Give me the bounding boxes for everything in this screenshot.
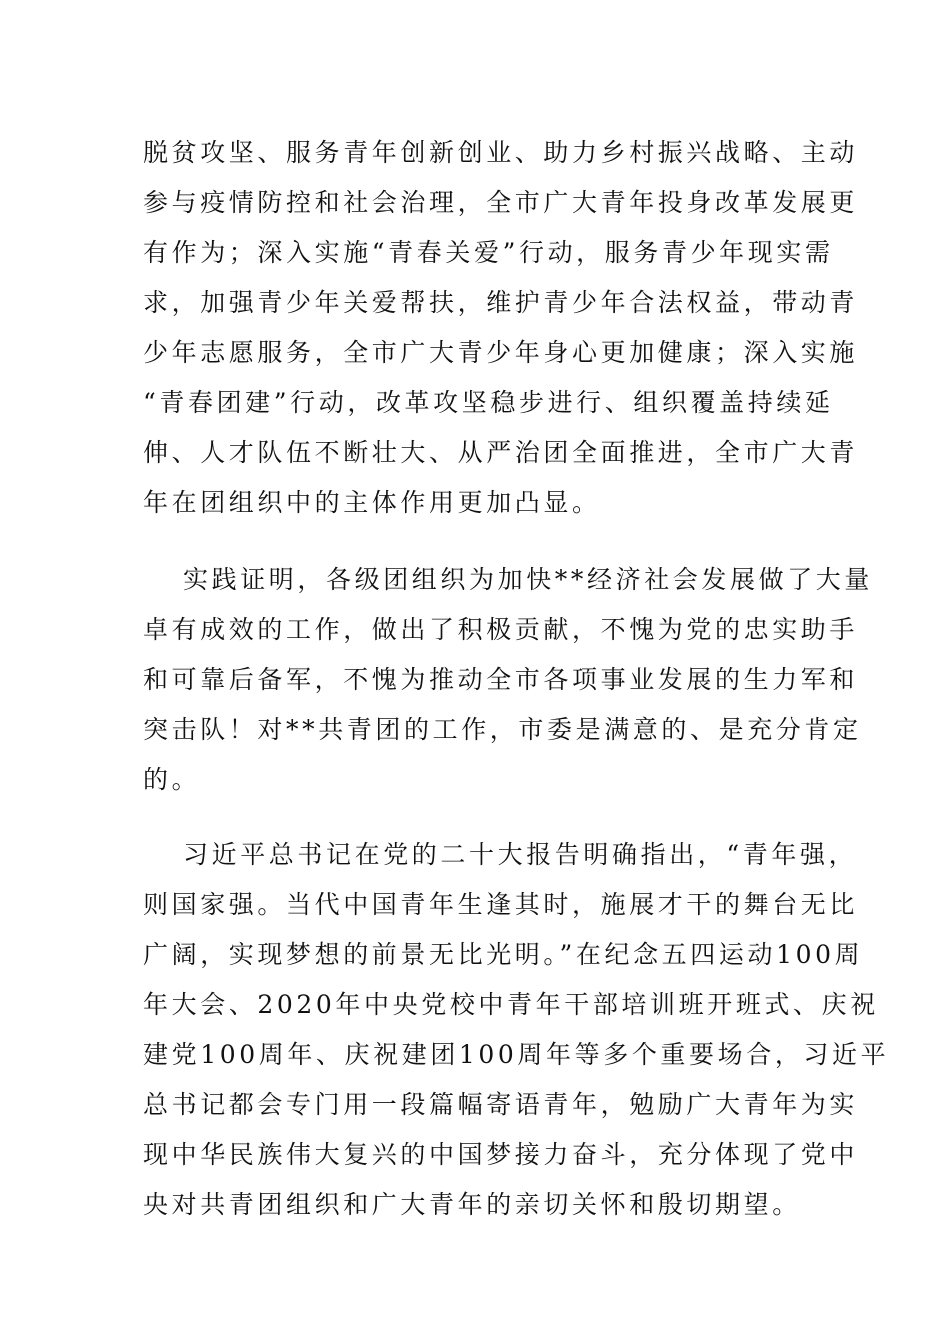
text-line: 有作为；深入实施“青春关爱”行动，服务青少年现实需: [143, 238, 834, 267]
text-line: “青春团建”行动，改革攻坚稳步进行、组织覆盖持续延: [143, 388, 834, 417]
paragraph-2: [143, 555, 874, 805]
text-line: 年在团组织中的主体作用更加凸显。: [143, 488, 601, 517]
text-line: 卓有成效的工作，做出了积极贡献，不愧为党的忠实助手: [143, 615, 859, 644]
text-line: 的。: [143, 765, 201, 794]
text-line: 脱贫攻坚、服务青年创新创业、助力乡村振兴战略、主动: [143, 138, 859, 167]
text-line: 现中华民族伟大复兴的中国梦接力奋斗，充分体现了党中: [143, 1140, 859, 1169]
text-line: 习近平总书记在党的二十大报告明确指出，“青年强，: [183, 840, 858, 869]
text-line: 突击队！对**共青团的工作，市委是满意的、是充分肯定: [143, 715, 862, 744]
text-line: 建党100周年、庆祝建团100周年等多个重要场合，习近平: [143, 1040, 890, 1069]
text-line: 实践证明，各级团组织为加快**经济社会发展做了大量: [183, 565, 874, 594]
text-line: 少年志愿服务，全市广大青少年身心更加健康；深入实施: [143, 338, 859, 367]
text-line: 央对共青团组织和广大青年的亲切关怀和殷切期望。: [143, 1190, 801, 1219]
text-line: 和可靠后备军，不愧为推动全市各项事业发展的生力军和: [143, 665, 859, 694]
paragraph-1: [143, 128, 859, 528]
text-line: 广阔，实现梦想的前景无比光明。”在纪念五四运动100周: [143, 940, 864, 969]
text-line: 总书记都会专门用一段篇幅寄语青年，勉励广大青年为实: [143, 1090, 859, 1119]
text-line: 伸、人才队伍不断壮大、从严治团全面推进，全市广大青: [143, 438, 859, 467]
text-line: 参与疫情防控和社会治理，全市广大青年投身改革发展更: [143, 188, 859, 217]
paragraph-3: [143, 830, 890, 1230]
text-line: 求，加强青少年关爱帮扶，维护青少年合法权益，带动青: [143, 288, 859, 317]
document-body: [143, 128, 890, 1230]
text-line: 年大会、2020年中央党校中青年干部培训班开班式、庆祝: [143, 990, 879, 1019]
text-line: 则国家强。当代中国青年生逢其时，施展才干的舞台无比: [143, 890, 859, 919]
